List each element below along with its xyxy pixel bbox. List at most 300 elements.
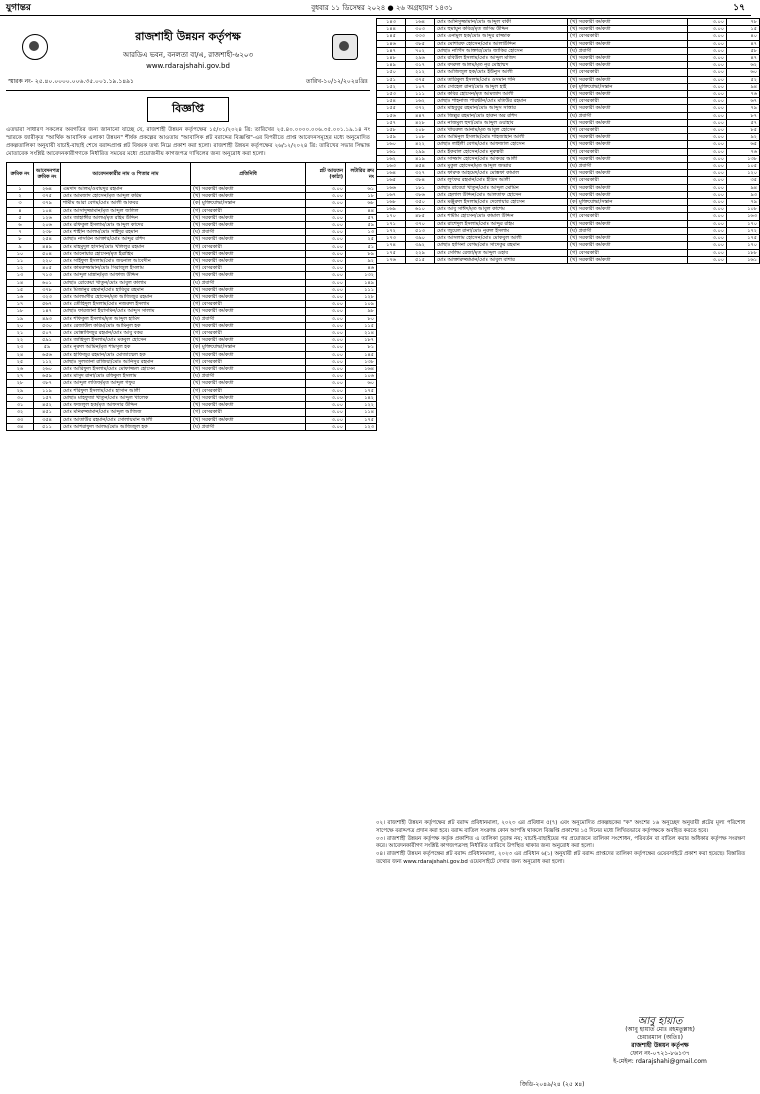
table-cell: ১৪২ (346, 394, 377, 401)
footer-paragraph-2: ০২। রাজশাহী উন্নয়ন কর্তৃপক্ষের প্লট বরাদ্দ প্রবিধানমালা, ২০২৩ এর প্রবিধান ৫(৭) এবং অনুমোদিত প্রকল্পছকের "ক" অংশের ১৬ অনুচ্ছেদ অনুযায়ী প্লটের মূল্য পরিশোধ সাপেক্ষে বরাদ্দপত্র প্রদান করা হবে। বরাদ্দ বাতিল সংক্রান্ত কোন আপত্তি থাকলে বিজ্ঞপ্তি প্রকাশের ১৫ দিনের মধ্যে লিখিতভাবে কর্তৃপক্ষকে অবহিত করতে হবে। (376, 820, 745, 834)
table-cell: ৪ (7, 207, 34, 214)
table-cell: ১৭ (7, 301, 34, 308)
table-cell: ৬১০ (406, 206, 435, 213)
table-cell: ১৬৩ (377, 163, 406, 170)
table-cell: মোঃ শরিফুল ইসলাম/মোঃ হাসান আলী (61, 387, 191, 394)
table-cell: ১২৩ (346, 423, 377, 430)
table-cell: ১৫ (7, 286, 34, 293)
table-cell: ৩০ (7, 394, 34, 401)
table-cell: মোঃ আনিসুজ্জামান/মোঃ আব্দুল বাকী (435, 19, 568, 26)
table-cell: ১৭৫ (346, 387, 377, 394)
table-cell: ২৩ (7, 344, 34, 351)
table-row (7, 279, 377, 286)
table-cell: ১৭২ (377, 227, 406, 234)
table-cell: ৯৪ (727, 83, 760, 90)
table-cell: ৯৪ (727, 184, 760, 191)
table-cell: (খ) সরকারী কর্মকর্তা (191, 250, 306, 257)
table-cell: মোঃ সোহেল রানা/মোঃ আব্দুল হাই (435, 83, 568, 90)
table-cell: (ঘ) প্রবাসী (568, 163, 688, 170)
table-cell: মোঃ মনিরুজ্জামান/মোঃ আব্দুল আজিজ (61, 409, 191, 416)
table-cell: ১০৭ (406, 83, 435, 90)
table-cell: ২৬০ (34, 366, 61, 373)
table-cell: ৩.০০ (688, 134, 727, 141)
table-row (7, 315, 377, 322)
table-cell: (খ) সরকারী কর্মকর্তা (191, 222, 306, 229)
table-cell: ২৩৮ (34, 229, 61, 236)
table-cell: ১৭৬ (377, 256, 406, 263)
table-cell: ৭৯ (727, 105, 760, 112)
table-row (377, 112, 760, 119)
col-application-no: আবেদনপত্র ক্রমিক নং (34, 163, 61, 186)
table-cell: মোঃ মিজানুর রহমান/মোঃ হাবিবুর রহমান (61, 286, 191, 293)
table-cell: ১৮৭ (346, 337, 377, 344)
table-row (377, 227, 760, 234)
right-column (376, 18, 757, 264)
table-cell: ১৩ (346, 229, 377, 236)
table-cell: ২২৯ (406, 249, 435, 256)
table-cell: ৪৬ (346, 265, 377, 272)
table-cell: ২৮ (7, 380, 34, 387)
notice-title: বিজ্ঞপ্তি (147, 97, 229, 122)
table-cell: ৩.০০ (688, 170, 727, 177)
table-cell: ৩২৭ (406, 170, 435, 177)
table-cell: ২৬ (7, 366, 34, 373)
table-cell: ৩.০০ (688, 191, 727, 198)
table-cell: ৬০১ (34, 279, 61, 286)
col-lottery-no: লটারির ক্রম নং (346, 163, 377, 186)
table-cell: ১৮ (7, 308, 34, 315)
table-cell: ৩.০০ (688, 76, 727, 83)
table-cell: ১১৯ (34, 387, 61, 394)
table-cell: ১৩ (7, 272, 34, 279)
table-cell: (ক) মুক্তিযোদ্ধা/সন্তান (568, 83, 688, 90)
table-cell: ২১ (7, 330, 34, 337)
table-row (7, 222, 377, 229)
table-row (377, 220, 760, 227)
table-cell: ৩৭০ (406, 220, 435, 227)
table-cell: ১৭৫ (377, 249, 406, 256)
table-cell: ৫১১ (34, 423, 61, 430)
table-cell: (খ) সরকারী কর্মকর্তা (568, 62, 688, 69)
table-row (377, 19, 760, 26)
table-cell: ৩৯০ (406, 235, 435, 242)
table-cell: (খ) সরকারী কর্মকর্তা (568, 76, 688, 83)
table-cell: ৩১৭ (406, 62, 435, 69)
org-address: আরডিএ ভবন, বনলতা বা/এ, রাজশাহী-৬২০৩ (122, 51, 254, 59)
table-cell: ২৯৯ (406, 148, 435, 155)
table-cell: ৩.০০ (688, 220, 727, 227)
table-cell: মোছাঃ শাহনাজ পারভীন/মোঃ মতিউর রহমান (435, 98, 568, 105)
table-cell: ৩৮৪ (406, 177, 435, 184)
allotment-table-right (376, 18, 760, 264)
table-cell: ৫১ (346, 243, 377, 250)
table-row (7, 186, 377, 193)
table-row (7, 243, 377, 250)
table-cell: ১ (7, 186, 34, 193)
table-cell: ২৪ (7, 351, 34, 358)
table-cell: (গ) বেসরকারী (191, 301, 306, 308)
signature-block (580, 1018, 740, 1066)
table-cell: মোছাঃ হাসিনা বেগম/মোঃ সাদেকুর রহমান (435, 242, 568, 249)
table-cell: ৩.০০ (306, 402, 346, 409)
table-cell: (খ) সরকারী কর্মকর্তা (568, 206, 688, 213)
table-cell: ১৭৫ (346, 416, 377, 423)
table-cell: ৮৭ (727, 112, 760, 119)
table-cell: মোঃ আব্দুল মান্নান/মৃত আফাজ উদ্দিন (61, 272, 191, 279)
table-cell: ৪১৯ (406, 155, 435, 162)
table-header-row (7, 163, 377, 186)
table-cell: মোছাঃ নাসরিন আক্তার/মোঃ আব্দুর রশিদ (61, 236, 191, 243)
table-cell: ১৬৩ (727, 213, 760, 220)
footer-paragraph-4: ০৪। রাজশাহী উন্নয়ন কর্তৃপক্ষের প্লট বরাদ্দ প্রবিধানমালা, ২০২৩ এর প্রবিধান ৬(১) অনুযায়ী প্লট বরাদ্দ প্রাপ্তদের তালিকা কর্তৃপক্ষের ওয়েবসাইটে প্রকাশ করা হয়েছে। বিস্তারিত তথ্যের জন্য www.rdarajshahi.gov.bd ওয়েবসাইটে দেখার জন্য অনুরোধ করা হলো। (376, 851, 745, 865)
table-cell: ৪২৮ (406, 119, 435, 126)
table-cell: (খ) সরকারী কর্মকর্তা (568, 91, 688, 98)
table-row (7, 337, 377, 344)
table-cell: ৪৫২ (34, 402, 61, 409)
table-cell: ২৬৪ (34, 186, 61, 193)
signatory-org: রাজশাহী উন্নয়ন কর্তৃপক্ষ (631, 1042, 689, 1049)
table-cell: ৭০২ (406, 47, 435, 54)
table-cell: ৬০ (346, 380, 377, 387)
table-row (7, 236, 377, 243)
table-row (377, 127, 760, 134)
table-cell: ৩৮৬ (406, 191, 435, 198)
col-serial: ক্রমিক নং (7, 163, 34, 186)
table-cell: মোঃ আনোয়ার হোসেন/মৃত ইব্রাহিম (61, 250, 191, 257)
table-cell: মোছাঃ রাবেয়া খাতুন/মোঃ আব্দুল মোমিন (435, 184, 568, 191)
table-cell: ৩.০০ (306, 394, 346, 401)
table-row (7, 294, 377, 301)
table-cell: ৪৮৫ (406, 213, 435, 220)
table-cell: ৩.০০ (306, 344, 346, 351)
table-cell: ১০৬ (346, 373, 377, 380)
table-cell: ২৭ (7, 373, 34, 380)
table-cell: ১৭০ (377, 213, 406, 220)
table-cell: ১৪৫ (346, 351, 377, 358)
table-cell: (খ) সরকারী কর্মকর্তা (191, 416, 306, 423)
table-cell: ৬৫৯ (34, 373, 61, 380)
table-cell: মোছাঃ লাইলী বেগম/মোঃ আফজাল হোসেন (435, 141, 568, 148)
table-cell: মোঃ জাহিদুল ইসলাম/মোঃ মকবুল হোসেন (61, 337, 191, 344)
table-row (377, 184, 760, 191)
table-cell: (খ) সরকারী কর্মকর্তা (191, 193, 306, 200)
table-cell: (গ) বেসরকারী (568, 213, 688, 220)
table-row (7, 272, 377, 279)
notice-footer (376, 820, 745, 867)
table-cell: ১৬৪ (346, 366, 377, 373)
table-cell: ১৪৯ (346, 279, 377, 286)
footer-paragraph-3: ০৩। রাজশাহী উন্নয়ন কর্তৃপক্ষ কর্তৃক প্রকাশিত এ তালিকা চূড়ান্ত নয়; যাচাই-বাছাইয়ের পর প্রয়োজনে তালিকা সংশোধন, পরিবর্তন বা বাতিল করার অধিকার কর্তৃপক্ষ সংরক্ষণ করে। আবেদনকারীগণ সংশ্লিষ্ট কাগজপত্রসহ নির্ধারিত তারিখে উপস্থিত থাকার জন্য অনুরোধ করা হলো। (376, 835, 745, 850)
table-cell: ১১৪ (346, 409, 377, 416)
table-row (7, 193, 377, 200)
table-cell: মোঃ আলমগীর হোসেন/মৃত আজিজুর রহমান (61, 294, 191, 301)
table-cell: মোঃ তৌহিদুল ইসলাম/মোঃ নজরুল ইসলাম (61, 301, 191, 308)
table-cell: ৩.০০ (688, 55, 727, 62)
table-cell: ১১৫ (346, 322, 377, 329)
table-cell: মোঃ রফিকুল ইসলাম/মোঃ আব্দুল কাদের (61, 222, 191, 229)
signatory-name: (আবু হায়াত মোঃ রহমতুল্লাহ) (625, 1026, 695, 1033)
table-cell: (গ) বেসরকারী (568, 33, 688, 40)
table-cell: ৯ (7, 243, 34, 250)
table-row (377, 119, 760, 126)
table-cell: ১৬১ (727, 256, 760, 263)
table-row (377, 47, 760, 54)
table-cell: শামীম আরা বেগম/মোঃ আলী আকবর (61, 200, 191, 207)
table-cell: ৫৭ (346, 214, 377, 221)
table-cell: (গ) বেসরকারী (191, 207, 306, 214)
table-cell: ১৬৯ (377, 206, 406, 213)
table-cell: ২ (7, 193, 34, 200)
table-cell: (খ) সরকারী কর্মকর্তা (191, 258, 306, 265)
table-cell: ৬৫৬ (34, 351, 61, 358)
table-cell: ১৬৮ (377, 199, 406, 206)
table-cell: ৩.০০ (688, 105, 727, 112)
table-cell: ১০ (7, 250, 34, 257)
table-cell: ৩.০০ (306, 387, 346, 394)
table-cell: ৩.০০ (688, 127, 727, 134)
table-cell: ১১১ (406, 91, 435, 98)
table-row (377, 148, 760, 155)
table-cell: এমদাদ আলম/ওবায়দুর রহমান (61, 186, 191, 193)
table-cell: মোঃ আসাদুজ্জামান/মৃত আব্দুল জলিল (61, 207, 191, 214)
table-cell: মোঃ হুমায়ুন কবির/মৃত জসিম উদ্দিন (435, 26, 568, 33)
table-cell: ৩.০০ (306, 200, 346, 207)
table-cell: ৩.০০ (306, 207, 346, 214)
table-row (7, 265, 377, 272)
table-cell: ৩.০০ (688, 141, 727, 148)
table-row (7, 207, 377, 214)
table-cell: মোঃ জাহাঙ্গীর আলম/মৃত রহিম উদ্দিন (61, 214, 191, 221)
table-cell: ৫৭ (727, 119, 760, 126)
table-cell: মোঃ নূরুল আমিন/মৃত শামসুল হক (61, 344, 191, 351)
table-cell: ৩.০০ (688, 69, 727, 76)
table-cell: ৩.০০ (688, 199, 727, 206)
table-row (7, 229, 377, 236)
table-cell: ১০৪ (34, 207, 61, 214)
table-cell: মোঃ ফজলুল হক/মৃত আফসার উদ্দিন (61, 402, 191, 409)
table-cell: ৮১ (346, 344, 377, 351)
table-cell: ১০৮ (406, 134, 435, 141)
table-row (7, 250, 377, 257)
table-cell: মোঃ আতাউর রহমান/মোঃ সোলায়মান আলী (61, 416, 191, 423)
table-row (7, 416, 377, 423)
table-cell: ৫২ (727, 76, 760, 83)
table-cell: ১৪৮ (377, 55, 406, 62)
table-cell: (ঘ) প্রবাসী (191, 423, 306, 430)
table-cell: ১৫৩ (377, 91, 406, 98)
table-cell: (খ) সরকারী কর্মকর্তা (568, 26, 688, 33)
table-cell: মোঃ সাইফুল ইসলাম/মোঃ জয়নাল আবেদীন (61, 258, 191, 265)
table-cell: মোছাঃ নার্গিস আক্তার/মোঃ জাকির হোসেন (435, 47, 568, 54)
table-cell: ৩.০০ (688, 242, 727, 249)
table-cell: ৩.০০ (306, 193, 346, 200)
table-cell: মোঃ রেজাউল করিম/মোঃ আমিনুল হক (61, 322, 191, 329)
table-cell: (খ) সরকারী কর্মকর্তা (191, 394, 306, 401)
table-cell: (খ) সরকারী কর্মকর্তা (568, 256, 688, 263)
table-cell: ৪০ (727, 33, 760, 40)
table-cell: (গ) বেসরকারী (568, 177, 688, 184)
table-cell: ১৬২ (406, 98, 435, 105)
table-row (377, 213, 760, 220)
table-cell: ২০৮ (406, 127, 435, 134)
table-cell: (খ) সরকারী কর্মকর্তা (191, 236, 306, 243)
org-name: রাজশাহী উন্নয়ন কর্তৃপক্ষ (135, 30, 241, 43)
table-cell: ১৫৯ (377, 134, 406, 141)
table-cell: (ঘ) প্রবাসী (568, 47, 688, 54)
table-cell: ৪৭ (727, 40, 760, 47)
table-row (377, 134, 760, 141)
table-cell: ১৫৭ (377, 119, 406, 126)
table-cell: ৩.০০ (306, 186, 346, 193)
table-cell: ১২৬ (34, 214, 61, 221)
table-cell: মোঃ আশরাফুল আলম/মোঃ আজিজুল হক (61, 423, 191, 430)
table-cell: (খ) সরকারী কর্মকর্তা (568, 220, 688, 227)
table-cell: ১৫৮ (377, 127, 406, 134)
table-cell: ২১২ (406, 69, 435, 76)
table-cell: ৩.০০ (688, 249, 727, 256)
table-cell: ৩.০০ (688, 119, 727, 126)
table-row (377, 256, 760, 263)
table-cell: ১০৯ (346, 301, 377, 308)
table-row (377, 33, 760, 40)
table-cell: ১৪৫ (377, 33, 406, 40)
table-cell: ৬৫ (727, 141, 760, 148)
table-cell: ১৬ (7, 294, 34, 301)
table-row (377, 170, 760, 177)
table-cell: ১৬৪ (377, 170, 406, 177)
table-cell: ৪৭ (727, 55, 760, 62)
table-cell: (খ) সরকারী কর্মকর্তা (191, 272, 306, 279)
table-cell: ৭ (7, 229, 34, 236)
table-cell: ৩২ (7, 409, 34, 416)
table-cell: (খ) সরকারী কর্মকর্তা (191, 294, 306, 301)
table-cell: ১৭০ (727, 220, 760, 227)
table-cell: ৭১৩ (34, 272, 61, 279)
table-cell: মোঃ আবু সাঈদ/মৃত আবুল কাশেম (435, 206, 568, 213)
table-cell: ৩.০০ (688, 235, 727, 242)
table-row (7, 423, 377, 430)
table-row (377, 40, 760, 47)
table-cell: ১২৮ (346, 294, 377, 301)
table-cell: ১৭১ (377, 220, 406, 227)
table-cell: ৩.০০ (306, 373, 346, 380)
table-cell: ৩৩৩ (406, 33, 435, 40)
table-cell: ১১১ (346, 286, 377, 293)
table-cell: (খ) সরকারী কর্মকর্তা (568, 119, 688, 126)
table-cell: (ক) মুক্তিযোদ্ধা/সন্তান (191, 344, 306, 351)
table-cell: ১৫০ (377, 69, 406, 76)
table-cell: ৩.০০ (306, 258, 346, 265)
table-cell: (খ) সরকারী কর্মকর্তা (568, 134, 688, 141)
table-cell: ৩.০০ (306, 358, 346, 365)
table-cell: (ঘ) প্রবাসী (568, 112, 688, 119)
table-cell: ১২০ (727, 170, 760, 177)
table-cell: (খ) সরকারী কর্মকর্তা (568, 184, 688, 191)
table-cell: মোঃ মুকুল হোসেন/মৃত আব্দুল জব্বার (435, 163, 568, 170)
table-cell: মোঃ খায়রুল আনাম/মৃত আবুল হোসেন (435, 127, 568, 134)
table-cell: মোঃ সেলিম রেজা/মৃত আব্দুল ওহাব (435, 249, 568, 256)
table-row (7, 409, 377, 416)
table-cell: (খ) সরকারী কর্মকর্তা (568, 40, 688, 47)
table-cell: মোঃ নাজমুল হুদা/মোঃ আব্দুল ওয়াহাব (435, 119, 568, 126)
table-cell: মোঃ আক্তারুজ্জামান/মোঃ আবুল বাশার (435, 256, 568, 263)
table-row (7, 380, 377, 387)
notice-intro: এতদ্বারা সাধারণ সকলের অবগতির জন্য জানানো যাচ্ছে যে, রাজশাহী উন্নয়ন কর্তৃপক্ষের ১৫/০১/২০২৪ খ্রি: তারিখের ২৫.৪০.০০০০.০০৬.৩৫.০০১.১৯.১৪ নং স্মারকে জারীকৃত "আর্থিক আবাসিক এলাকা উন্নয়ন" শীর্ষক প্রকল্পের আওতায় "আবাসিক প্লট বরাদ্দের বিজ্ঞপ্তি"-এর বিপরীতে প্রাপ্ত আবেদনসমূহের মধ্যে অনুমোদিত প্রকল্পতালিকা অনুযায়ী যাচাই-বাছাই শেষে বরাদ্দপ্রাপ্ত প্লট বিষয়ক তথ্য নিম্নে প্রকাশ করা হলো। রাজশাহী উন্নয়ন কর্তৃপক্ষের ২৬/১২/২০২৪ খ্রি: তারিখের সভার সিদ্ধান্ত মোতাবেক সংশ্লিষ্ট আবেদনকারীগণকে নির্ধারিত সময়ের মধ্যে প্রয়োজনীয় কাগজপত্র দাখিলের জন্য অনুরোধ করা হলো। (6, 127, 370, 157)
table-cell: ৩.০০ (306, 279, 346, 286)
table-row (377, 242, 760, 249)
table-cell: (খ) সরকারী কর্মকর্তা (191, 402, 306, 409)
table-cell: ১৬২ (377, 155, 406, 162)
table-cell: মোঃ ইকবাল হোসেন/মোঃ নুরুন্নবী (435, 148, 568, 155)
table-cell: ৩.০০ (306, 315, 346, 322)
table-body-right (377, 19, 760, 264)
table-cell: মোঃ রাশেদুল ইসলাম/মোঃ আব্দুর রহিম (435, 220, 568, 227)
table-cell: (খ) সরকারী কর্মকর্তা (191, 322, 306, 329)
table-cell: ৩.০০ (306, 380, 346, 387)
table-cell: (গ) বেসরকারী (191, 265, 306, 272)
page-number: ১৭ (733, 3, 745, 13)
table-cell: ৩.০০ (306, 286, 346, 293)
table-cell: ১৭৩ (377, 235, 406, 242)
table-cell: ২৯৬ (406, 55, 435, 62)
table-cell: ৩৯২ (406, 242, 435, 249)
table-cell: মোঃ আব্দুল লতিফ/মৃত আব্দুল গফুর (61, 380, 191, 387)
table-cell: ৩.০০ (688, 62, 727, 69)
col-category: প্রতিনিধি (191, 163, 306, 186)
table-cell: ৩৮৫ (406, 40, 435, 47)
table-cell: ২০৬ (34, 222, 61, 229)
table-cell: ৫৬৭ (34, 301, 61, 308)
table-cell: ১৫৪ (377, 98, 406, 105)
table-cell: ১৬১ (377, 148, 406, 155)
table-cell: মোঃ বদরুল আলম/মৃত নূর মোহাম্মদ (435, 62, 568, 69)
table-cell: ১১২ (34, 358, 61, 365)
table-row (377, 69, 760, 76)
table-cell: ৩.০০ (306, 294, 346, 301)
government-emblem-icon (22, 34, 48, 60)
table-cell: ১৯ (7, 315, 34, 322)
table-cell: ১৩৮ (727, 155, 760, 162)
table-cell: (গ) বেসরকারী (191, 409, 306, 416)
table-cell: ৩.০০ (688, 19, 727, 26)
table-cell: ৩.০০ (306, 330, 346, 337)
table-row (7, 344, 377, 351)
table-cell: ১৪৭ (34, 308, 61, 315)
table-cell: (গ) বেসরকারী (191, 358, 306, 365)
table-cell: (ঘ) প্রবাসী (191, 229, 306, 236)
table-cell: ৩.০০ (688, 155, 727, 162)
table-cell: (খ) সরকারী কর্মকর্তা (568, 242, 688, 249)
table-cell: ৩.০০ (306, 409, 346, 416)
table-cell: ৩.০০ (688, 206, 727, 213)
table-cell: ১৭৫ (727, 235, 760, 242)
table-cell: ৯২ (346, 258, 377, 265)
table-cell: ১৪৭ (377, 47, 406, 54)
table-cell: (গ) বেসরকারী (568, 148, 688, 155)
table-row (377, 76, 760, 83)
table-cell: ১৪৬ (377, 40, 406, 47)
table-cell: ৩৭২ (406, 105, 435, 112)
table-cell: (ক) মুক্তিযোদ্ধা/সন্তান (568, 199, 688, 206)
table-cell: ৩.০০ (306, 229, 346, 236)
table-cell: (খ) সরকারী কর্মকর্তা (191, 186, 306, 193)
table-row (377, 98, 760, 105)
table-cell: মোঃ লুৎফর রহমান/মোঃ ইদ্রিস আলী (435, 177, 568, 184)
table-row (7, 200, 377, 207)
table-row (7, 322, 377, 329)
notice-header (6, 28, 370, 91)
table-row (7, 373, 377, 380)
